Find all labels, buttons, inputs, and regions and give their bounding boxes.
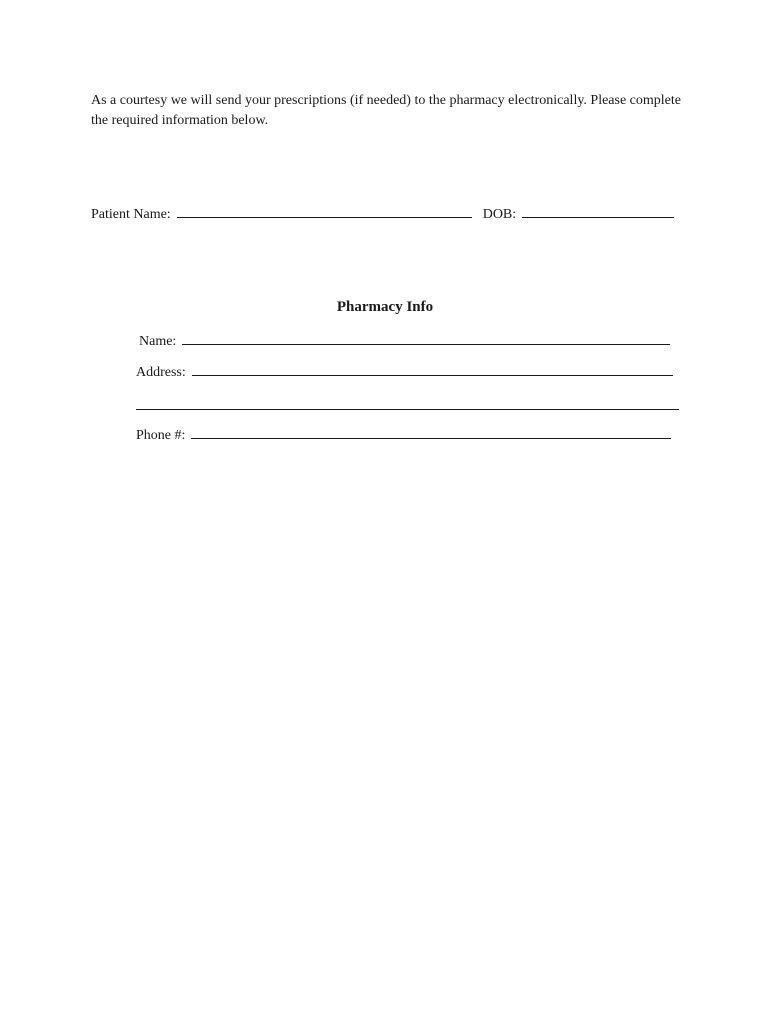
pharmacy-address-label: Address: [136,365,186,380]
patient-info-row [91,204,674,225]
pharmacy-phone-label: Phone #: [136,428,186,443]
pharmacy-phone-row [136,425,671,446]
intro-text: As a courtesy we will send your prescriptions (if needed) to the pharmacy electronically. Please complete the required information below. [91,93,681,128]
patient-name-field[interactable] [177,204,472,218]
pharmacy-address-line2-field[interactable] [136,396,679,410]
pharmacy-info-heading: Pharmacy Info [336,299,434,315]
pharmacy-address-field[interactable] [192,362,673,376]
pharmacy-address-row [136,362,673,383]
dob-label: DOB: [482,207,517,222]
pharmacy-name-field[interactable] [182,331,670,345]
dob-field[interactable] [522,204,674,218]
pharmacy-name-row [139,331,670,352]
patient-name-label: Patient Name: [91,207,171,222]
pharmacy-name-label: Name: [139,334,177,349]
pharmacy-phone-field[interactable] [191,425,671,439]
